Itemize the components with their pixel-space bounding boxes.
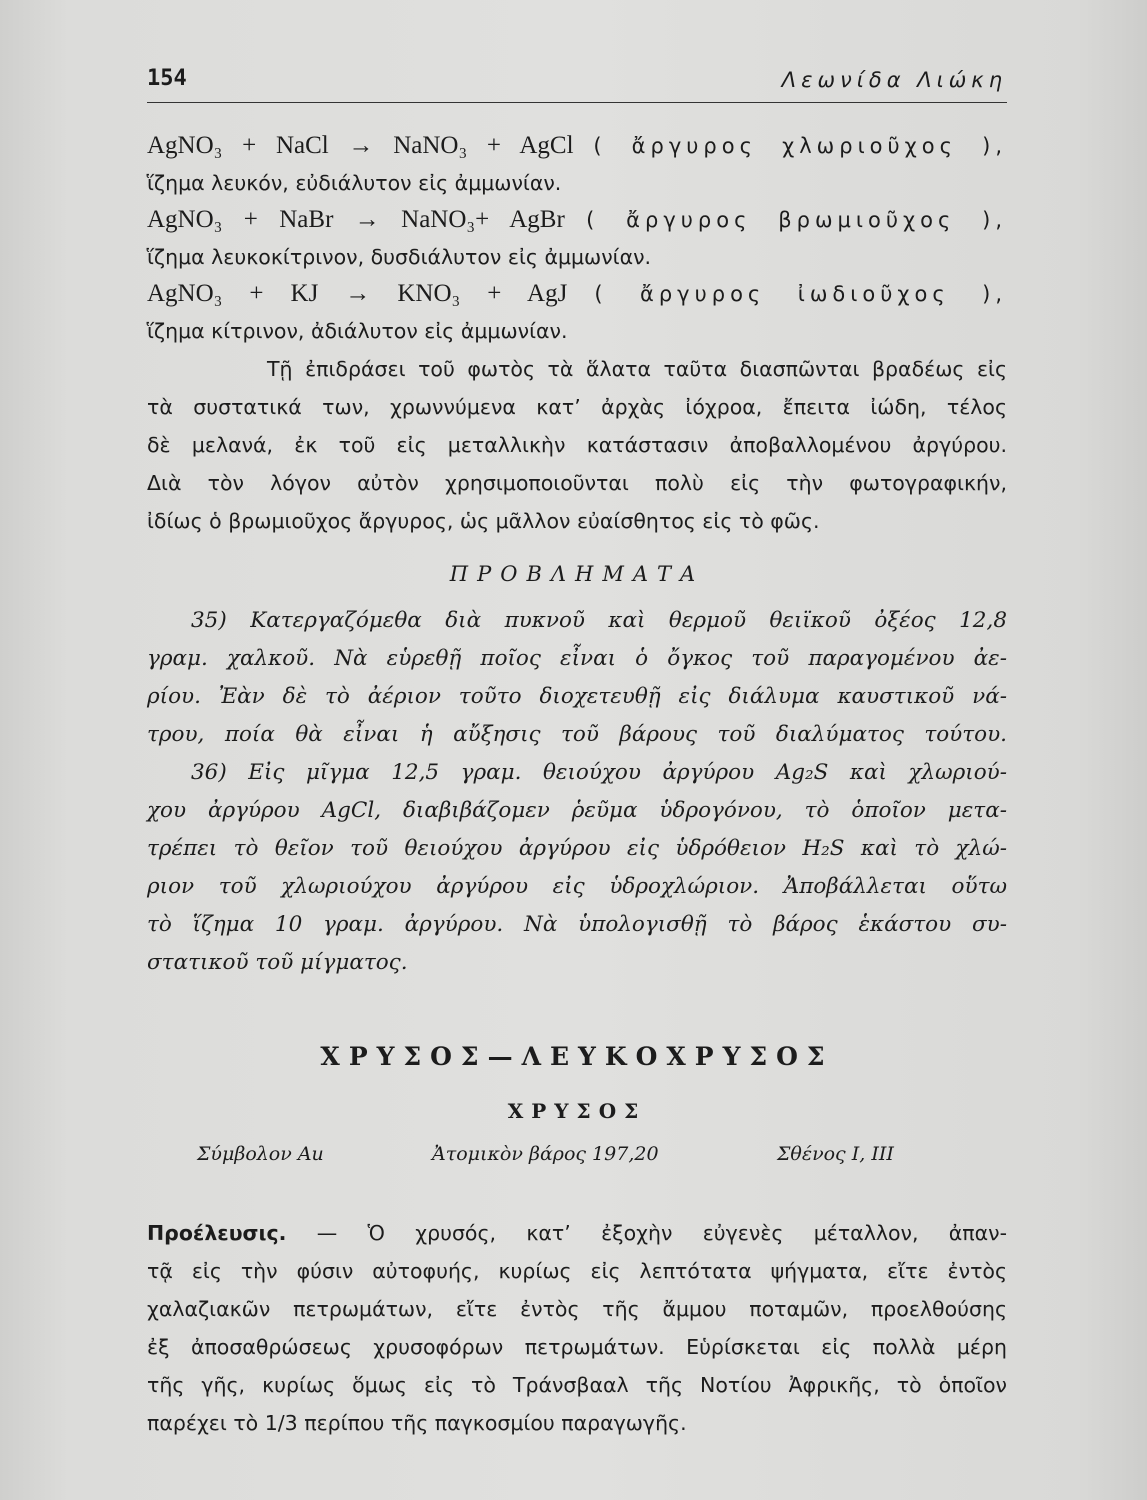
reaction-formula: AgNO₃ + KJ → KNO₃ + AgJ	[147, 280, 568, 307]
paragraph-line: τῆς γῆς, κυρίως ὅμως εἰς τὸ Τράνσβααλ τῆς Νοτίου Ἀφρικῆς, τὸ ὁποῖον	[147, 1373, 1007, 1397]
reaction-formula: AgNO₃ + NaCl → NaNO₃ + AgCl	[147, 132, 574, 159]
paragraph-line: τὰ συστατικά των, χρωννύμενα κατ’ ἀρχὰς ἰόχροα, ἔπειτα ἰώδη, τέλος	[147, 395, 1007, 419]
light-effect-paragraph	[147, 350, 1007, 540]
reaction-equation	[147, 276, 1007, 312]
reaction-product-name: ( ἄργυρος χλωριοῦχος ),	[593, 134, 1008, 158]
reaction-list	[147, 128, 1007, 350]
problem-line: 36) Εἰς μῖγμα 12,5 γραμ. θειούχου ἀργύρου Ag₂S καὶ χλωριού-	[191, 760, 1007, 785]
problem-line: στατικοῦ τοῦ μίγματος.	[147, 950, 408, 975]
reaction-product-name: ( ἄργυρος ἰωδιοῦχος ),	[594, 282, 1007, 306]
paragraph-line: χαλαζιακῶν πετρωμάτων, εἴτε ἐντὸς τῆς ἄμμου ποταμῶν, προελθούσης	[147, 1297, 1007, 1321]
reaction-product-name: ( ἄργυρος βρωμιοῦχος ),	[586, 208, 1007, 232]
page-number: 154	[147, 66, 187, 91]
problem-line: γραμ. χαλκοῦ. Νὰ εὑρεθῇ ποῖος εἶναι ὁ ὄγκος τοῦ παραγομένου ἀε-	[147, 646, 1007, 671]
problem-35	[147, 602, 1007, 754]
subsection-heading: ΧΡΥΣΟΣ	[507, 1099, 647, 1123]
problem-line: χου ἀργύρου AgCl, διαβιβάζομεν ῥεῦμα ὑδρογόνου, τὸ ὁποῖον μετα-	[147, 798, 1007, 823]
element-symbol: Σύμβολον Au	[197, 1143, 324, 1165]
reaction-equation	[147, 128, 1007, 164]
paragraph-line: Διὰ τὸν λόγον αὐτὸν χρησιμοποιοῦνται πολὺ εἰς τὴν φωτογραφικήν,	[147, 471, 1007, 495]
problem-line: ριον τοῦ χλωριούχου ἀργύρου εἰς ὑδροχλώριον. Ἀποβάλλεται οὕτω	[147, 874, 1007, 899]
paragraph-line	[147, 1214, 1007, 1252]
page-header	[147, 66, 1007, 103]
element-properties	[147, 1134, 1007, 1174]
valence: Σθένος I, III	[777, 1143, 894, 1165]
paragraph-line: παρέχει τὸ 1/3 περίπου τῆς παγκοσμίου παραγωγῆς.	[147, 1411, 687, 1435]
provenance-lead: Προέλευσις.	[147, 1221, 287, 1245]
paragraph-line: ἰδίως ὁ βρωμιοῦχος ἄργυρος, ὡς μᾶλλον εὐαίσθητος εἰς τὸ φῶς.	[147, 509, 820, 533]
problem-line: τὸ ἵζημα 10 γραμ. ἀργύρου. Νὰ ὑπολογισθῇ τὸ βάρος ἑκάστου συ-	[147, 912, 1007, 937]
reaction-note: ἵζημα λευκοκίτρινον, δυσδιάλυτον εἰς ἀμμωνίαν.	[147, 245, 652, 269]
problem-line: ρίου. Ἐὰν δὲ τὸ ἀέριον τοῦτο διοχετευθῇ εἰς διάλυμα καυστικοῦ νά-	[147, 684, 1007, 709]
provenance-text: — Ὁ χρυσός, κατ’ ἐξοχὴν εὐγενὲς μέταλλον, ἀπαν-	[286, 1221, 1007, 1245]
problem-line: τρου, ποία θὰ εἶναι ἡ αὔξησις τοῦ βάρους τοῦ διαλύματος τούτου.	[147, 722, 1007, 747]
problems-heading: ΠΡΟΒΛΗΜΑΤΑ	[449, 562, 705, 586]
problem-line: τρέπει τὸ θεῖον τοῦ θειούχου ἀργύρου εἰς ὑδρόθειον H₂S καὶ τὸ χλώ-	[147, 836, 1007, 861]
reaction-note: ἵζημα λευκόν, εὐδιάλυτον εἰς ἀμμωνίαν.	[147, 171, 562, 195]
reaction-note: ἵζημα κίτρινον, ἀδιάλυτον εἰς ἀμμωνίαν.	[147, 319, 568, 343]
reaction-equation	[147, 202, 1007, 238]
provenance-paragraph	[147, 1214, 1007, 1442]
problem-36	[147, 754, 1007, 982]
page-content	[147, 128, 1007, 1442]
paragraph-line: Τῇ ἐπιδράσει τοῦ φωτὸς τὰ ἅλατα ταῦτα διασπῶνται βραδέως εἰς	[267, 357, 1007, 381]
reaction-formula: AgNO₃ + NaBr → NaNO₃+ AgBr	[147, 206, 565, 233]
problem-line: 35) Κατεργαζόμεθα διὰ πυκνοῦ καὶ θερμοῦ θειϊκοῦ ὀξέος 12,8	[191, 608, 1007, 633]
paragraph-line: δὲ μελανά, ἐκ τοῦ εἰς μεταλλικὴν κατάστασιν ἀποβαλλομένου ἀργύρου.	[147, 433, 1007, 457]
paragraph-line: ἐξ ἀποσαθρώσεως χρυσοφόρων πετρωμάτων. Εὑρίσκεται εἰς πολλὰ μέρη	[147, 1335, 1007, 1359]
atomic-weight: Ἀτομικὸν βάρος 197,20	[432, 1143, 659, 1165]
section-heading: ΧΡΥΣΟΣ—ΛΕΥΚΟΧΡΥΣΟΣ	[320, 1042, 834, 1071]
running-head: Λεωνίδα Λιώκη	[781, 68, 1007, 92]
paragraph-line: τᾷ εἰς τὴν φύσιν αὐτοφυής, κυρίως εἰς λεπτότατα ψήγματα, εἴτε ἐντὸς	[147, 1259, 1007, 1283]
